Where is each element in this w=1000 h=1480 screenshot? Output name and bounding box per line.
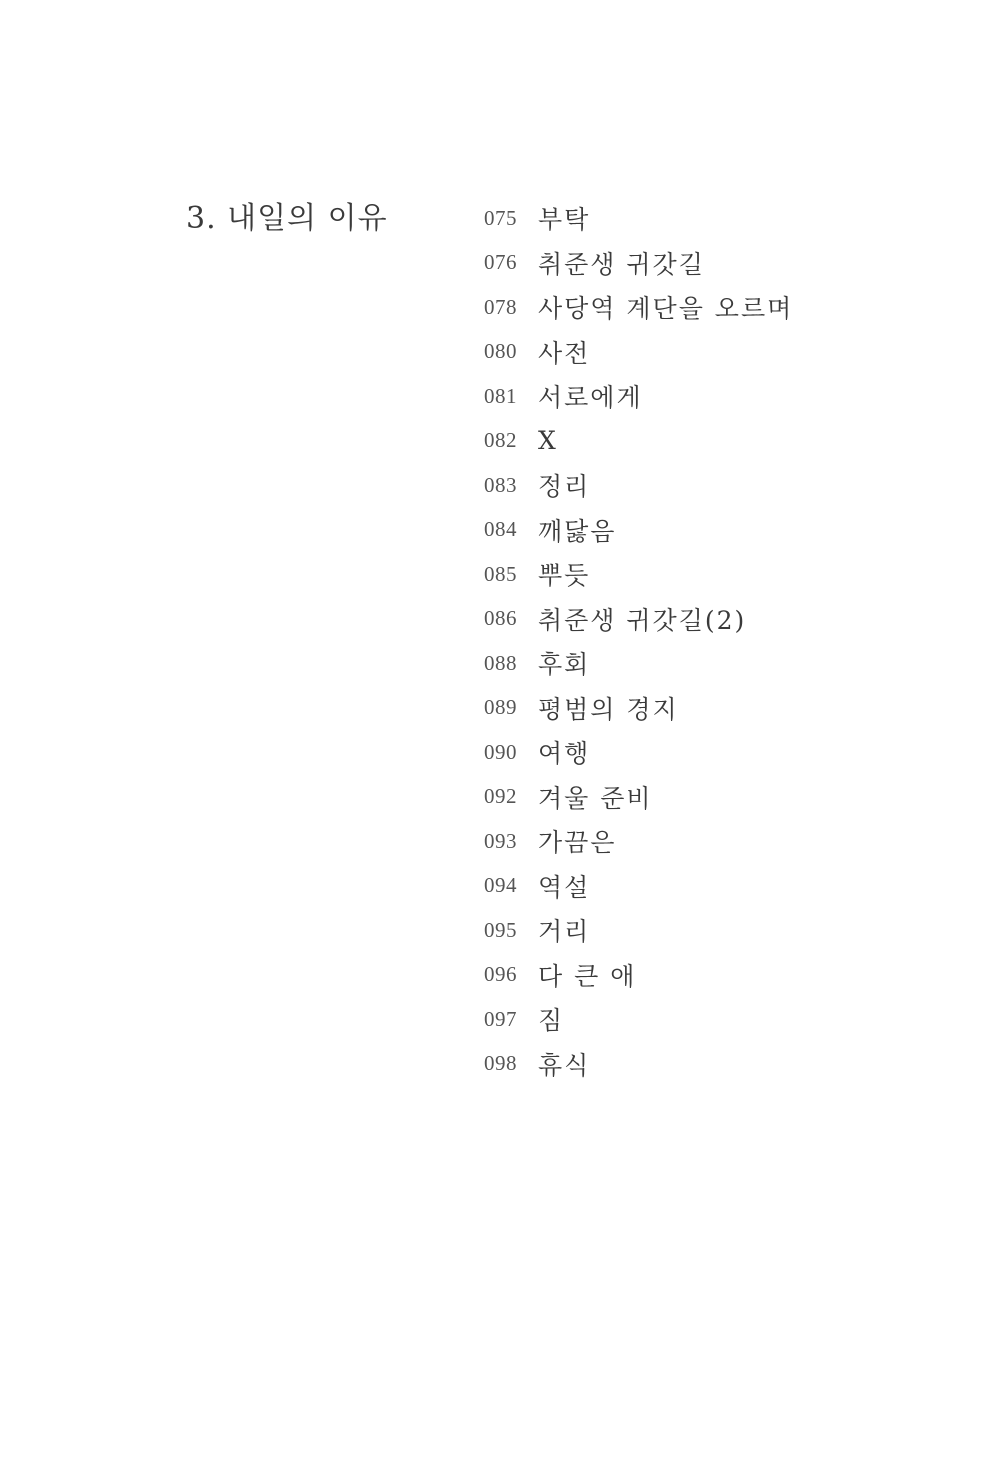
toc-page-number: 085 <box>484 561 517 586</box>
toc-entry-title: 후회 <box>538 650 591 680</box>
toc-entry-title: X <box>538 426 558 456</box>
toc-page-number: 092 <box>484 784 517 809</box>
toc-entry-title: 겨울 준비 <box>538 783 653 813</box>
toc-entry[interactable] <box>484 686 793 731</box>
toc-entry-title: 다 큰 애 <box>538 961 637 991</box>
toc-page-number: 094 <box>484 873 517 898</box>
toc-entry[interactable] <box>484 508 793 553</box>
toc-entry[interactable] <box>484 597 793 642</box>
toc-entry[interactable] <box>484 374 793 419</box>
toc-page-number: 084 <box>484 517 517 542</box>
toc-page-number: 090 <box>484 739 517 764</box>
toc-entry-title: 짐 <box>538 1006 565 1036</box>
toc-entry[interactable] <box>484 285 793 330</box>
toc-page-number: 078 <box>484 294 517 319</box>
toc-page-number: 076 <box>484 250 517 275</box>
toc-entry[interactable] <box>484 641 793 686</box>
toc-entry[interactable] <box>484 330 793 375</box>
toc-entry[interactable] <box>484 864 793 909</box>
toc-page-number: 086 <box>484 606 517 631</box>
toc-page-number: 082 <box>484 428 517 453</box>
toc-entry-title: 사당역 계단을 오르며 <box>538 294 794 324</box>
toc-entry[interactable] <box>484 552 793 597</box>
toc-entry-title: 취준생 귀갓길(2) <box>538 605 747 635</box>
toc-entry-title: 정리 <box>538 472 591 502</box>
toc-entry[interactable] <box>484 463 793 508</box>
toc-entry[interactable] <box>484 730 793 775</box>
toc-page-number: 096 <box>484 962 517 987</box>
toc-entry-title: 뿌듯 <box>538 561 591 591</box>
toc-entry-title: 서로에게 <box>538 383 643 413</box>
toc-entry-title: 휴식 <box>538 1050 591 1080</box>
table-of-contents <box>484 196 793 1086</box>
toc-page-number: 098 <box>484 1051 517 1076</box>
toc-entry[interactable] <box>484 819 793 864</box>
chapter-title: 3. 내일의 이유 <box>186 201 388 236</box>
toc-page-number: 089 <box>484 695 517 720</box>
toc-page-number: 075 <box>484 205 517 230</box>
toc-entry-title: 평범의 경지 <box>538 694 679 724</box>
toc-page-number: 081 <box>484 383 517 408</box>
toc-entry-title: 깨닳음 <box>538 516 617 546</box>
toc-page-number: 095 <box>484 917 517 942</box>
toc-page-number: 093 <box>484 828 517 853</box>
toc-entry[interactable] <box>484 241 793 286</box>
toc-entry-title: 사전 <box>538 338 591 368</box>
toc-entry[interactable] <box>484 775 793 820</box>
toc-entry-title: 취준생 귀갓길 <box>538 249 705 279</box>
toc-entry[interactable] <box>484 953 793 998</box>
toc-entry-title: 거리 <box>538 917 591 947</box>
toc-page-number: 080 <box>484 339 517 364</box>
toc-entry-title: 부탁 <box>538 205 591 235</box>
toc-entry-title: 가끔은 <box>538 828 617 858</box>
toc-entry[interactable] <box>484 908 793 953</box>
toc-entry[interactable] <box>484 997 793 1042</box>
toc-entry-title: 여행 <box>538 739 591 769</box>
toc-entry[interactable] <box>484 419 793 464</box>
toc-page-number: 097 <box>484 1006 517 1031</box>
toc-entry[interactable] <box>484 1042 793 1087</box>
toc-entry[interactable] <box>484 196 793 241</box>
toc-page-number: 083 <box>484 472 517 497</box>
toc-entry-title: 역설 <box>538 872 591 902</box>
toc-page-number: 088 <box>484 650 517 675</box>
